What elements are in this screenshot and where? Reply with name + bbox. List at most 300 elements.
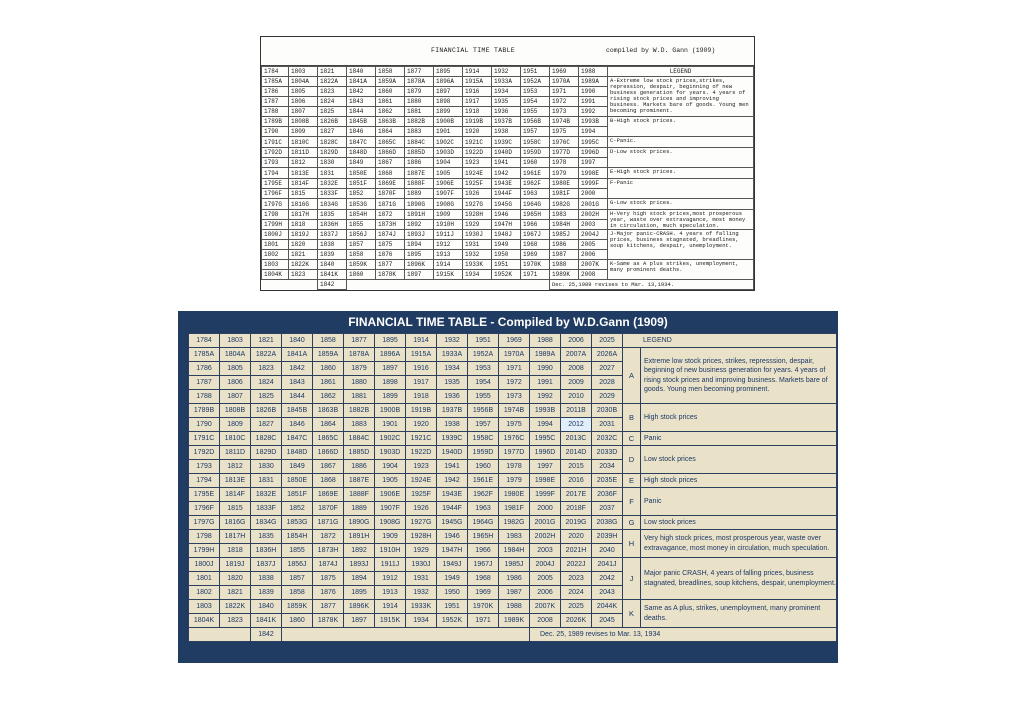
scanned-cell: 1833F xyxy=(318,189,347,199)
legend-letter-g: G xyxy=(623,516,641,530)
scanned-legend-k: K-Same as A plus strikes, unemployment, many prominent deaths. xyxy=(608,260,754,280)
scanned-cell: 1958C xyxy=(521,137,550,148)
colored-year-cell: 1949J xyxy=(437,558,468,572)
colored-year-cell: 1906E xyxy=(375,488,406,502)
colored-year-cell: 1910H xyxy=(375,544,406,558)
colored-year-cell: 1865C xyxy=(313,432,344,446)
scanned-cell: 1859K xyxy=(347,260,376,270)
colored-year-cell: 2011B xyxy=(561,404,592,418)
colored-year-cell: 2003 xyxy=(530,544,561,558)
colored-year-cell: 1956B xyxy=(468,404,499,418)
colored-year-cell: 2020 xyxy=(561,530,592,544)
colored-year-cell: 1927G xyxy=(406,516,437,530)
colored-year-cell: 1957 xyxy=(468,418,499,432)
scanned-cell: 1999F xyxy=(579,179,608,189)
colored-year-cell: 1915A xyxy=(406,348,437,362)
colored-year-cell: 1981F xyxy=(499,502,530,516)
scanned-cell: 2001G xyxy=(579,199,608,210)
legend-description-g: Low stock prices xyxy=(641,516,837,530)
colored-year-cell: 1856J xyxy=(282,558,313,572)
colored-year-cell: 1928H xyxy=(406,530,437,544)
legend-description-f: Panic xyxy=(641,488,837,516)
colored-year-cell: 2013C xyxy=(561,432,592,446)
scanned-cell: 1803 xyxy=(289,67,318,77)
scanned-cell: 1805 xyxy=(289,87,318,97)
colored-year-cell: 1964G xyxy=(468,516,499,530)
colored-year-cell: 1849 xyxy=(282,460,313,474)
scanned-cell: 1840 xyxy=(318,260,347,270)
scanned-cell: 1954 xyxy=(521,97,550,107)
colored-year-cell: 1788 xyxy=(189,390,220,404)
scanned-row xyxy=(262,67,754,77)
colored-year-cell: 2026K xyxy=(561,614,592,628)
colored-year-cell: 2025 xyxy=(561,600,592,614)
legend-description-c: Panic xyxy=(641,432,837,446)
colored-year-cell: 1951 xyxy=(468,334,499,348)
colored-year-cell: 1995C xyxy=(530,432,561,446)
scanned-cell: 1937B xyxy=(492,117,521,127)
scanned-cell: 1948J xyxy=(492,230,521,240)
colored-year-cell: 1885D xyxy=(344,446,375,460)
colored-year-cell: 2010 xyxy=(561,390,592,404)
legend-description-h: Very high stock prices, most prosperous year, waste over extravagance, most money in circulation, much speculation. xyxy=(641,530,837,558)
scanned-cell: 1896A xyxy=(434,77,463,87)
scanned-cell: 2007K xyxy=(579,260,608,270)
scanned-cell: 1877 xyxy=(405,67,434,77)
scanned-cell: 1920 xyxy=(463,127,492,137)
scanned-cell: 1992 xyxy=(579,107,608,117)
colored-row xyxy=(189,348,837,362)
colored-year-cell: 1935 xyxy=(437,376,468,390)
scanned-cell: 1831 xyxy=(318,168,347,179)
colored-year-cell: 1841A xyxy=(282,348,313,362)
colored-year-cell: 1824 xyxy=(251,376,282,390)
colored-year-cell: 1895 xyxy=(344,586,375,600)
scanned-cell: 1787 xyxy=(262,97,289,107)
colored-year-cell: 1988 xyxy=(499,600,530,614)
scanned-cell: 1886 xyxy=(405,158,434,168)
scanned-cell: 1793 xyxy=(262,158,289,168)
scanned-cell: 1895 xyxy=(405,250,434,260)
scanned-cell: 1916 xyxy=(463,87,492,97)
colored-year-cell: 1858 xyxy=(282,586,313,600)
colored-year-cell: 1840 xyxy=(251,600,282,614)
scanned-cell: 1969 xyxy=(550,67,579,77)
colored-year-cell: 2025 xyxy=(592,334,623,348)
scanned-cell: 1971 xyxy=(521,270,550,280)
colored-year-cell: 1899 xyxy=(375,390,406,404)
scanned-cell: 1887E xyxy=(405,168,434,179)
colored-year-cell: 1827 xyxy=(251,418,282,432)
scanned-cell: 1798 xyxy=(262,210,289,220)
colored-year-cell: 1949 xyxy=(437,572,468,586)
scanned-cell: 1933A xyxy=(492,77,521,87)
colored-year-cell: 1974B xyxy=(499,404,530,418)
scanned-legend-h: H-Very high stock prices,most prosperous year, waste over extravagance, most money in circulation, much speculation. xyxy=(608,210,754,230)
colored-year-cell: 2018F xyxy=(561,502,592,516)
colored-year-cell: 1818 xyxy=(220,544,251,558)
scanned-cell: 1977D xyxy=(550,148,579,158)
colored-year-cell: 1955 xyxy=(468,390,499,404)
colored-year-cell: 1934 xyxy=(406,614,437,628)
colored-year-cell: 2045 xyxy=(592,614,623,628)
scanned-cell: 1980E xyxy=(550,179,579,189)
scanned-cell: 1998E xyxy=(579,168,608,179)
scanned-cell: 1967J xyxy=(521,230,550,240)
scanned-cell: 1996D xyxy=(579,148,608,158)
colored-year-cell: 1790 xyxy=(189,418,220,432)
scanned-cell: 1836H xyxy=(318,220,347,230)
scanned-cell: 1940D xyxy=(492,148,521,158)
colored-year-cell: 1802 xyxy=(189,586,220,600)
scanned-cell: 1918 xyxy=(463,107,492,117)
colored-year-cell: 2030B xyxy=(592,404,623,418)
colored-year-cell: 1940D xyxy=(437,446,468,460)
scanned-time-table xyxy=(260,36,755,291)
scanned-cell: 1819J xyxy=(289,230,318,240)
scanned-cell: 1983 xyxy=(550,210,579,220)
scanned-cell: 1939C xyxy=(492,137,521,148)
scanned-cell: 1863B xyxy=(376,117,405,127)
colored-year-cell: 1936 xyxy=(437,390,468,404)
colored-year-cell: 1848D xyxy=(282,446,313,460)
scanned-cell: 1888F xyxy=(405,179,434,189)
scanned-cell: 1934 xyxy=(463,270,492,280)
scanned-cell: 1979 xyxy=(550,168,579,179)
scanned-cell: 2005 xyxy=(579,240,608,250)
scanned-row xyxy=(262,260,754,270)
scanned-cell: 1935 xyxy=(492,97,521,107)
scanned-cell: 1877 xyxy=(376,260,405,270)
colored-year-cell: 2019G xyxy=(561,516,592,530)
colored-year-cell: 1794 xyxy=(189,474,220,488)
scanned-cell: 1960 xyxy=(521,158,550,168)
colored-year-cell: 1820 xyxy=(220,572,251,586)
scanned-cell: 1972 xyxy=(550,97,579,107)
colored-year-cell: 1963 xyxy=(468,502,499,516)
colored-year-cell: 1988 xyxy=(530,334,561,348)
scanned-cell: 1926 xyxy=(463,189,492,199)
colored-year-cell: 1932 xyxy=(406,586,437,600)
legend-letter-a: A xyxy=(623,348,641,404)
colored-year-cell: 1878K xyxy=(313,614,344,628)
scanned-title: FINANCIAL TIME TABLE xyxy=(431,47,516,54)
scanned-cell: 1881 xyxy=(405,107,434,117)
colored-year-cell: 1912 xyxy=(375,572,406,586)
colored-year-cell: 1791C xyxy=(189,432,220,446)
scanned-cell: 1840 xyxy=(347,67,376,77)
colored-row xyxy=(189,558,837,572)
colored-year-cell: 1859K xyxy=(282,600,313,614)
colored-year-cell: 1871G xyxy=(313,516,344,530)
colored-year-cell: 2034 xyxy=(592,460,623,474)
scanned-cell: 1882B xyxy=(405,117,434,127)
colored-year-cell: 2015 xyxy=(561,460,592,474)
colored-year-cell: 1832E xyxy=(251,488,282,502)
colored-year-cell: 2007K xyxy=(530,600,561,614)
colored-year-cell: 1917 xyxy=(406,376,437,390)
scanned-cell: 1949 xyxy=(492,240,521,250)
legend-description-a: Extreme low stock prices, strikes, represssion, despair, beginning of new business generation for years. 4 years of rising stock prices and improving business. Markets bare of goods. Young men becoming prominent. xyxy=(641,348,837,404)
colored-year-cell: 2031 xyxy=(592,418,623,432)
colored-year-cell: 1921C xyxy=(406,432,437,446)
colored-year-cell: 1853G xyxy=(282,516,313,530)
colored-year-cell: 1925F xyxy=(406,488,437,502)
scanned-cell: 1834G xyxy=(318,199,347,210)
scanned-cell: 1822K xyxy=(289,260,318,270)
colored-year-cell: 1803 xyxy=(189,600,220,614)
scanned-cell: 1914 xyxy=(463,67,492,77)
colored-year-cell: 1909 xyxy=(375,530,406,544)
scanned-cell: 1843 xyxy=(347,97,376,107)
colored-year-cell: 2004J xyxy=(530,558,561,572)
scanned-cell: 1838 xyxy=(318,240,347,250)
scanned-cell: 1970K xyxy=(521,260,550,270)
colored-year-cell: 1969 xyxy=(468,586,499,600)
scanned-legend-g: G-Low stock prices. xyxy=(608,199,754,210)
legend-letter-f: F xyxy=(623,488,641,516)
colored-year-cell: 2039H xyxy=(592,530,623,544)
scanned-row xyxy=(262,210,754,220)
colored-header-row xyxy=(189,334,837,348)
scanned-cell: 1878K xyxy=(376,270,405,280)
colored-year-cell: 1828C xyxy=(251,432,282,446)
colored-year-cell: 1804K xyxy=(189,614,220,628)
scanned-cell: 1982G xyxy=(550,199,579,210)
scanned-cell: 1952A xyxy=(521,77,550,87)
scanned-cell: 1807 xyxy=(289,107,318,117)
scanned-cell: 1973 xyxy=(550,107,579,117)
scanned-cell: 1911J xyxy=(434,230,463,240)
colored-year-cell: 1958C xyxy=(468,432,499,446)
scanned-cell: 1808B xyxy=(289,117,318,127)
scanned-cell: 1936 xyxy=(492,107,521,117)
legend-letter-b: B xyxy=(623,404,641,432)
colored-year-cell: 1803 xyxy=(220,334,251,348)
scanned-cell: 1993B xyxy=(579,117,608,127)
scanned-cell: 1908G xyxy=(434,199,463,210)
legend-description-b: High stock prices xyxy=(641,404,837,432)
scanned-cell: 1962F xyxy=(521,179,550,189)
scanned-cell: 1811D xyxy=(289,148,318,158)
scanned-cell: 1874J xyxy=(376,230,405,240)
colored-year-cell: 1846 xyxy=(282,418,313,432)
colored-year-cell: 1970K xyxy=(468,600,499,614)
scanned-cell: 1866D xyxy=(376,148,405,158)
colored-year-cell: 1977D xyxy=(499,446,530,460)
scanned-cell: 1945G xyxy=(492,199,521,210)
scanned-cell: 1856J xyxy=(347,230,376,240)
scanned-cell: 1858 xyxy=(347,250,376,260)
colored-year-cell: 1831 xyxy=(251,474,282,488)
colored-year-cell: 1809 xyxy=(220,418,251,432)
colored-year-cell: 1787 xyxy=(189,376,220,390)
legend-letter-k: K xyxy=(623,600,641,628)
colored-year-cell: 1989A xyxy=(530,348,561,362)
scanned-cell: 1976C xyxy=(550,137,579,148)
colored-year-cell: 2043 xyxy=(592,586,623,600)
scanned-cell: 1989K xyxy=(550,270,579,280)
scanned-cell: 1837J xyxy=(318,230,347,240)
colored-year-cell: 1985J xyxy=(499,558,530,572)
scanned-cell: 1829D xyxy=(318,148,347,158)
colored-year-cell: 1852 xyxy=(282,502,313,516)
colored-year-cell: 1959D xyxy=(468,446,499,460)
scanned-cell: 1934 xyxy=(492,87,521,97)
colored-year-cell: 1883 xyxy=(344,418,375,432)
colored-year-cell: 1836H xyxy=(251,544,282,558)
scanned-cell: 1951 xyxy=(521,67,550,77)
colored-year-cell: 1933K xyxy=(406,600,437,614)
colored-year-cell: 1805 xyxy=(220,362,251,376)
colored-year-cell: 1847C xyxy=(282,432,313,446)
scanned-cell: 1974B xyxy=(550,117,579,127)
scanned-cell: 1896K xyxy=(405,260,434,270)
colored-year-cell: 1863B xyxy=(313,404,344,418)
scanned-cell: 1879 xyxy=(405,87,434,97)
scanned-cell: 1859A xyxy=(376,77,405,87)
colored-year-cell: 1866D xyxy=(313,446,344,460)
colored-year-cell: 1930J xyxy=(406,558,437,572)
colored-year-cell: 1874J xyxy=(313,558,344,572)
scanned-cell: 1860 xyxy=(347,270,376,280)
legend-letter-e: E xyxy=(623,474,641,488)
scanned-cell: 1959D xyxy=(521,148,550,158)
colored-year-cell: 1939C xyxy=(437,432,468,446)
colored-year-cell: 1997 xyxy=(530,460,561,474)
scanned-row xyxy=(262,117,754,127)
colored-year-cell: 2022J xyxy=(561,558,592,572)
colored-year-cell: 1798 xyxy=(189,530,220,544)
scanned-cell: 1932 xyxy=(492,67,521,77)
colored-year-cell: 1978 xyxy=(499,460,530,474)
scanned-cell: 1894 xyxy=(405,240,434,250)
scanned-cell: 1984H xyxy=(550,220,579,230)
scanned-cell: 1988 xyxy=(579,67,608,77)
colored-row xyxy=(189,474,837,488)
scanned-cell: 1928H xyxy=(463,210,492,220)
scanned-cell: 1893J xyxy=(405,230,434,240)
colored-row xyxy=(189,432,837,446)
colored-year-cell: 1993B xyxy=(530,404,561,418)
colored-year-cell: 1813E xyxy=(220,474,251,488)
scanned-cell: 1846 xyxy=(347,127,376,137)
scanned-cell: 1917 xyxy=(463,97,492,107)
colored-year-cell: 1900B xyxy=(375,404,406,418)
colored-year-cell: 1971 xyxy=(499,362,530,376)
scanned-cell: 1792D xyxy=(262,148,289,158)
colored-year-cell: 1810C xyxy=(220,432,251,446)
colored-year-cell: 1829D xyxy=(251,446,282,460)
scanned-cell: 1909 xyxy=(434,210,463,220)
colored-year-cell: 1924E xyxy=(406,474,437,488)
colored-year-cell: 1850E xyxy=(282,474,313,488)
colored-year-cell: 2040 xyxy=(592,544,623,558)
colored-year-cell: 1895 xyxy=(375,334,406,348)
colored-year-cell: 1904 xyxy=(375,460,406,474)
colored-year-cell: 1966 xyxy=(468,544,499,558)
colored-year-cell: 1862 xyxy=(313,390,344,404)
scanned-cell: 1797G xyxy=(262,199,289,210)
colored-year-cell: 1919B xyxy=(406,404,437,418)
scanned-cell: 1872 xyxy=(376,210,405,220)
scanned-cell: 1864 xyxy=(376,127,405,137)
legend-description-k: Same as A plus, strikes, unemployment, many prominent deaths. xyxy=(641,600,837,628)
colored-year-cell: 1933A xyxy=(437,348,468,362)
scanned-cell: 1943E xyxy=(492,179,521,189)
scanned-cell: 1875 xyxy=(376,240,405,250)
scanned-cell: 1824 xyxy=(318,97,347,107)
colored-year-cell: 1986 xyxy=(499,572,530,586)
scanned-cell: 1827 xyxy=(318,127,347,137)
scanned-cell: 1944F xyxy=(492,189,521,199)
colored-year-cell: 1941 xyxy=(437,460,468,474)
legend-letter-j: J xyxy=(623,558,641,600)
colored-year-cell: 1873H xyxy=(313,544,344,558)
scanned-cell: 1804A xyxy=(289,77,318,87)
scanned-cell: 1855 xyxy=(347,220,376,230)
colored-year-cell: 1897 xyxy=(344,614,375,628)
colored-year-cell: 1996D xyxy=(530,446,561,460)
scanned-cell: 1784 xyxy=(262,67,289,77)
scanned-cell: 1852 xyxy=(347,189,376,199)
colored-year-cell: 1793 xyxy=(189,460,220,474)
scanned-cell: 1950 xyxy=(492,250,521,260)
scanned-cell: 1789B xyxy=(262,117,289,127)
colored-year-cell: 1890G xyxy=(344,516,375,530)
colored-year-cell: 1934 xyxy=(437,362,468,376)
colored-year-cell: 1854H xyxy=(282,530,313,544)
scanned-cell: 1964G xyxy=(521,199,550,210)
colored-year-cell: 2026A xyxy=(592,348,623,362)
colored-year-cell: 1918 xyxy=(406,390,437,404)
colored-year-cell: 1991 xyxy=(530,376,561,390)
scanned-cell: 1995C xyxy=(579,137,608,148)
scanned-cell: 1978 xyxy=(550,158,579,168)
colored-year-cell: 1984H xyxy=(499,544,530,558)
colored-year-cell: 1857 xyxy=(282,572,313,586)
colored-year-cell: 1821 xyxy=(220,586,251,600)
scanned-cell: 1835 xyxy=(318,210,347,220)
scanned-cell: 1903D xyxy=(434,148,463,158)
scanned-cell: 1788 xyxy=(262,107,289,117)
legend-description-d: Low stock prices xyxy=(641,446,837,474)
colored-year-cell: 1877 xyxy=(344,334,375,348)
scanned-cell: 1923 xyxy=(463,158,492,168)
colored-year-cell: 1954 xyxy=(468,376,499,390)
colored-year-cell: 1905 xyxy=(375,474,406,488)
scanned-cell: 1869E xyxy=(376,179,405,189)
scanned-cell: 1884C xyxy=(405,137,434,148)
scanned-cell: 1890G xyxy=(405,199,434,210)
scanned-footer-year: 1842 xyxy=(318,280,347,290)
scanned-cell: 1898 xyxy=(434,97,463,107)
colored-year-cell: 1970A xyxy=(499,348,530,362)
colored-year-cell: 1952K xyxy=(437,614,468,628)
scanned-cell: 1790 xyxy=(262,127,289,137)
scanned-legend-c: C-Panic. xyxy=(608,137,754,148)
colored-year-cell: 1784 xyxy=(189,334,220,348)
colored-year-cell: 1843 xyxy=(282,376,313,390)
colored-year-cell: 1814F xyxy=(220,488,251,502)
scanned-row xyxy=(262,168,754,179)
scanned-cell: 1966 xyxy=(521,220,550,230)
colored-year-cell: 1822A xyxy=(251,348,282,362)
colored-year-cell: 1811D xyxy=(220,446,251,460)
scanned-cell: 1804K xyxy=(262,270,289,280)
colored-year-cell: 1976C xyxy=(499,432,530,446)
colored-year-cell: 1785A xyxy=(189,348,220,362)
